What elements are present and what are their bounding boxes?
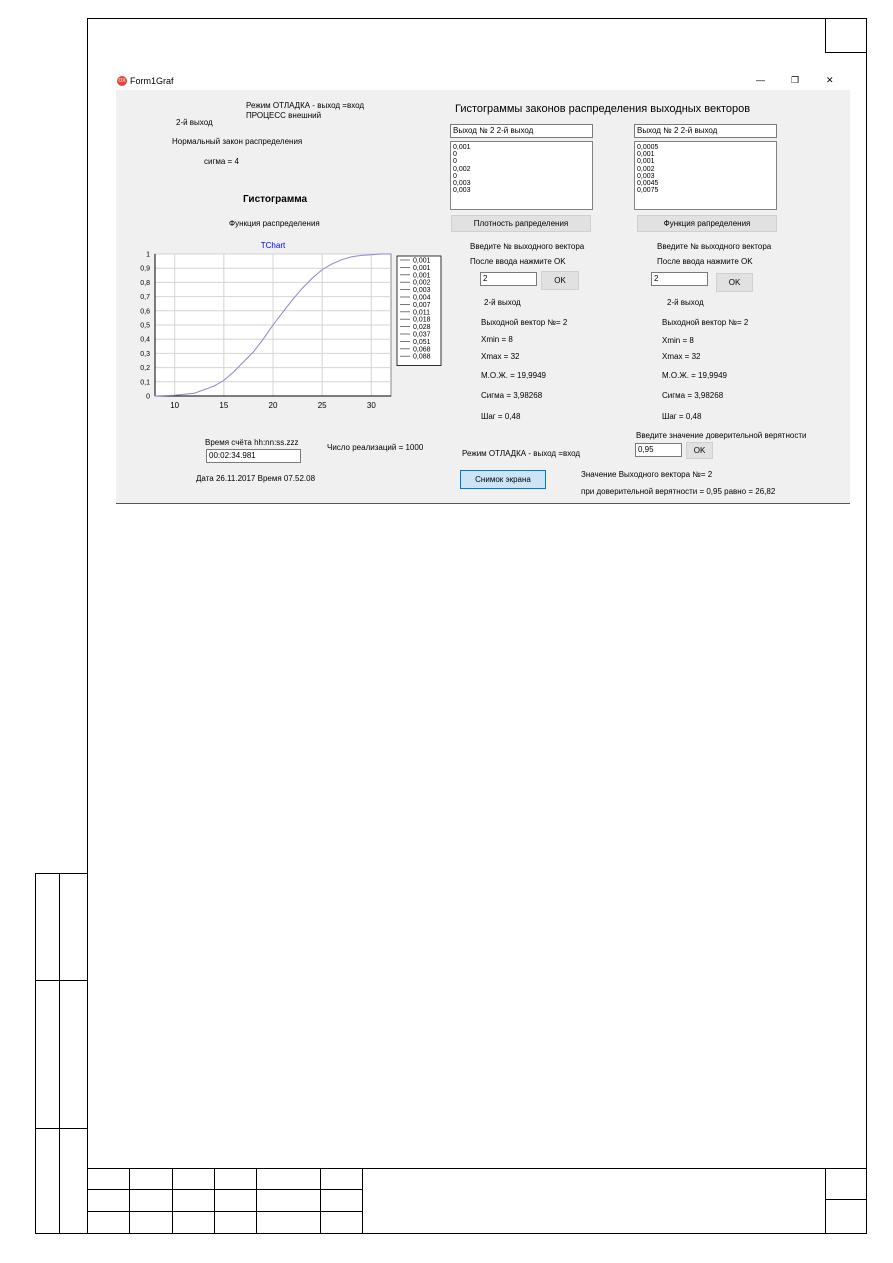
x-tick-label: 20 xyxy=(268,401,278,410)
close-icon[interactable]: ✕ xyxy=(826,75,834,85)
col1-sigma: Сигма = 3,98268 xyxy=(481,391,543,400)
strip-top xyxy=(35,873,88,874)
x-tick-label: 25 xyxy=(317,401,327,410)
legend-item: 0,051 xyxy=(413,338,431,346)
col2-output: 2-й выход xyxy=(667,298,704,307)
legend-item: 0,028 xyxy=(413,324,431,332)
time-label: Время счёта hh:nn:ss.zzz xyxy=(205,438,299,447)
legend-item: 0,011 xyxy=(413,309,430,317)
y-tick-label: 0,2 xyxy=(140,365,150,373)
col2-vector: Выходной вектор №= 2 xyxy=(662,318,749,327)
sigma-label: сигма = 4 xyxy=(204,157,239,166)
memo-line: 0,001 xyxy=(637,151,655,159)
legend-item: 0,002 xyxy=(413,279,431,287)
memo-line: 0 xyxy=(453,172,457,180)
col1-memo[interactable] xyxy=(450,141,593,210)
y-tick-label: 1 xyxy=(146,251,150,259)
title-block-col-right xyxy=(825,1168,826,1234)
y-tick-label: 0,3 xyxy=(140,350,150,358)
restore-icon[interactable]: ❐ xyxy=(791,75,800,85)
x-tick-label: 30 xyxy=(366,401,376,410)
col1-prompt2: После ввода нажмите OK xyxy=(470,257,566,266)
time-field[interactable]: 00:02:34.981 xyxy=(206,449,301,463)
title-block-top xyxy=(87,1168,867,1169)
realizations-label: Число реализаций = 1000 xyxy=(327,443,424,452)
y-tick-label: 0,1 xyxy=(140,379,150,387)
y-tick-label: 0 xyxy=(146,393,150,401)
legend-item: 0,088 xyxy=(413,353,431,361)
col2-step: Шаг = 0,48 xyxy=(662,412,702,421)
law-label: Нормальный закон распределения xyxy=(172,137,303,146)
date-label: Дата 26.11.2017 Время 07.52.08 xyxy=(196,474,316,483)
y-tick-label: 0,8 xyxy=(140,279,150,287)
function-label: Функция распределения xyxy=(229,219,320,228)
memo-line: 0,002 xyxy=(453,165,471,173)
result-line1: Значение Выходного вектора №= 2 xyxy=(581,470,713,479)
col1-prompt1: Введите № выходного вектора xyxy=(470,242,585,251)
density-button[interactable]: Плотность рапределения xyxy=(451,215,591,232)
col1-xmax: Xmax = 32 xyxy=(481,352,520,361)
confidence-prompt: Введите значение доверительной верятности xyxy=(636,431,807,440)
legend-item: 0,001 xyxy=(413,264,431,272)
x-tick-label: 10 xyxy=(170,401,180,410)
chart-title: TChart xyxy=(260,241,286,250)
col1-xmin: Xmin = 8 xyxy=(481,335,513,344)
col2-mean: М.О.Ж. = 19,9949 xyxy=(662,371,727,380)
col1-output: 2-й выход xyxy=(484,298,521,307)
strip-inner-edge xyxy=(59,873,60,1234)
window-bottom-line xyxy=(116,503,850,504)
title-block-right-row xyxy=(825,1199,867,1200)
memo-line: 0,0005 xyxy=(637,144,659,151)
right-title: Гистограммы законов распределения выходных векторов xyxy=(455,103,751,115)
col1-step: Шаг = 0,48 xyxy=(481,412,521,421)
col2-prompt2: После ввода нажмите OK xyxy=(657,257,753,266)
distribution-button[interactable]: Функция рапределения xyxy=(637,215,777,232)
col1-mean: М.О.Ж. = 19,9949 xyxy=(481,371,546,380)
corner-box-top xyxy=(825,18,867,53)
title-block-col-1 xyxy=(129,1168,130,1234)
memo-line: 0,0075 xyxy=(637,187,659,195)
title-block-col-2 xyxy=(172,1168,173,1234)
memo-line: 0,001 xyxy=(453,144,471,151)
memo-line: 0,003 xyxy=(453,180,471,188)
y-tick-label: 0,9 xyxy=(140,265,150,273)
confidence-input[interactable]: 0,95 xyxy=(635,443,682,457)
y-tick-label: 0,4 xyxy=(140,336,150,344)
window-titlebar[interactable] xyxy=(116,72,850,90)
strip-left-edge xyxy=(35,873,36,1234)
col2-memo[interactable] xyxy=(634,141,777,210)
col2-prompt1: Введите № выходного вектора xyxy=(657,242,772,251)
col2-xmin: Xmin = 8 xyxy=(662,336,694,345)
frame-top xyxy=(87,18,867,19)
result-line2: при доверительной верятности = 0,95 равно = 26,82 xyxy=(581,487,776,496)
col2-sigma: Сигма = 3,98268 xyxy=(662,391,724,400)
histogram-title: Гистограмма xyxy=(243,194,308,205)
memo-line: 0,0045 xyxy=(637,180,659,188)
y-tick-label: 0,7 xyxy=(140,294,150,302)
frame-right xyxy=(866,18,867,1234)
strip-div-1 xyxy=(35,980,88,981)
title-block-col-3 xyxy=(214,1168,215,1234)
legend-item: 0,037 xyxy=(413,331,431,339)
memo-line: 0 xyxy=(453,158,457,166)
x-tick-label: 15 xyxy=(219,401,229,410)
legend-item: 0,068 xyxy=(413,346,431,354)
memo-line: 0,003 xyxy=(453,187,471,195)
memo-line: 0,003 xyxy=(637,172,655,180)
title-block-col-4 xyxy=(256,1168,257,1234)
col1-vector-input[interactable]: 2 xyxy=(480,272,537,286)
memo-line: 0,001 xyxy=(637,158,655,166)
minimize-icon[interactable]: — xyxy=(756,75,765,85)
legend-item: 0,003 xyxy=(413,287,431,295)
screenshot-button[interactable]: Снимок экрана xyxy=(460,470,546,489)
col1-header-field[interactable]: Выход № 2 2-й выход xyxy=(450,124,593,138)
legend-item: 0,001 xyxy=(413,272,431,280)
mode-label: Режим ОТЛАДКА - выход =вход xyxy=(246,101,365,110)
title-block-col-5 xyxy=(320,1168,321,1234)
col2-header-field[interactable]: Выход № 2 2-й выход xyxy=(634,124,777,138)
col2-xmax: Xmax = 32 xyxy=(662,352,701,361)
legend-item: 0,018 xyxy=(413,316,431,324)
col1-ok-button[interactable]: OK xyxy=(541,271,579,290)
legend-item: 0,007 xyxy=(413,301,431,309)
app-icon: OX xyxy=(118,78,126,84)
frame-bottom xyxy=(35,1233,867,1234)
tchart xyxy=(124,238,450,416)
output-label: 2-й выход xyxy=(176,118,213,127)
window-title: Form1Graf xyxy=(130,76,174,86)
title-block-col-6 xyxy=(362,1168,363,1234)
memo-line: 0,002 xyxy=(637,165,655,173)
col1-vector: Выходной вектор №= 2 xyxy=(481,318,568,327)
y-tick-label: 0,5 xyxy=(140,322,150,330)
mode-bottom-label: Режим ОТЛАДКА - выход =вход xyxy=(462,449,581,458)
legend-item: 0,004 xyxy=(413,294,431,302)
strip-div-2 xyxy=(35,1128,88,1129)
y-tick-label: 0,6 xyxy=(140,308,150,316)
frame-left xyxy=(87,18,88,1234)
legend-item: 0,001 xyxy=(413,257,431,265)
confidence-ok-button[interactable]: OK xyxy=(686,442,713,459)
col2-ok-button[interactable]: OK xyxy=(716,273,753,292)
memo-line: 0 xyxy=(453,151,457,159)
chart-svg xyxy=(124,238,450,416)
process-label: ПРОЦЕСС внешний xyxy=(246,111,322,120)
col2-vector-input[interactable]: 2 xyxy=(651,272,708,286)
